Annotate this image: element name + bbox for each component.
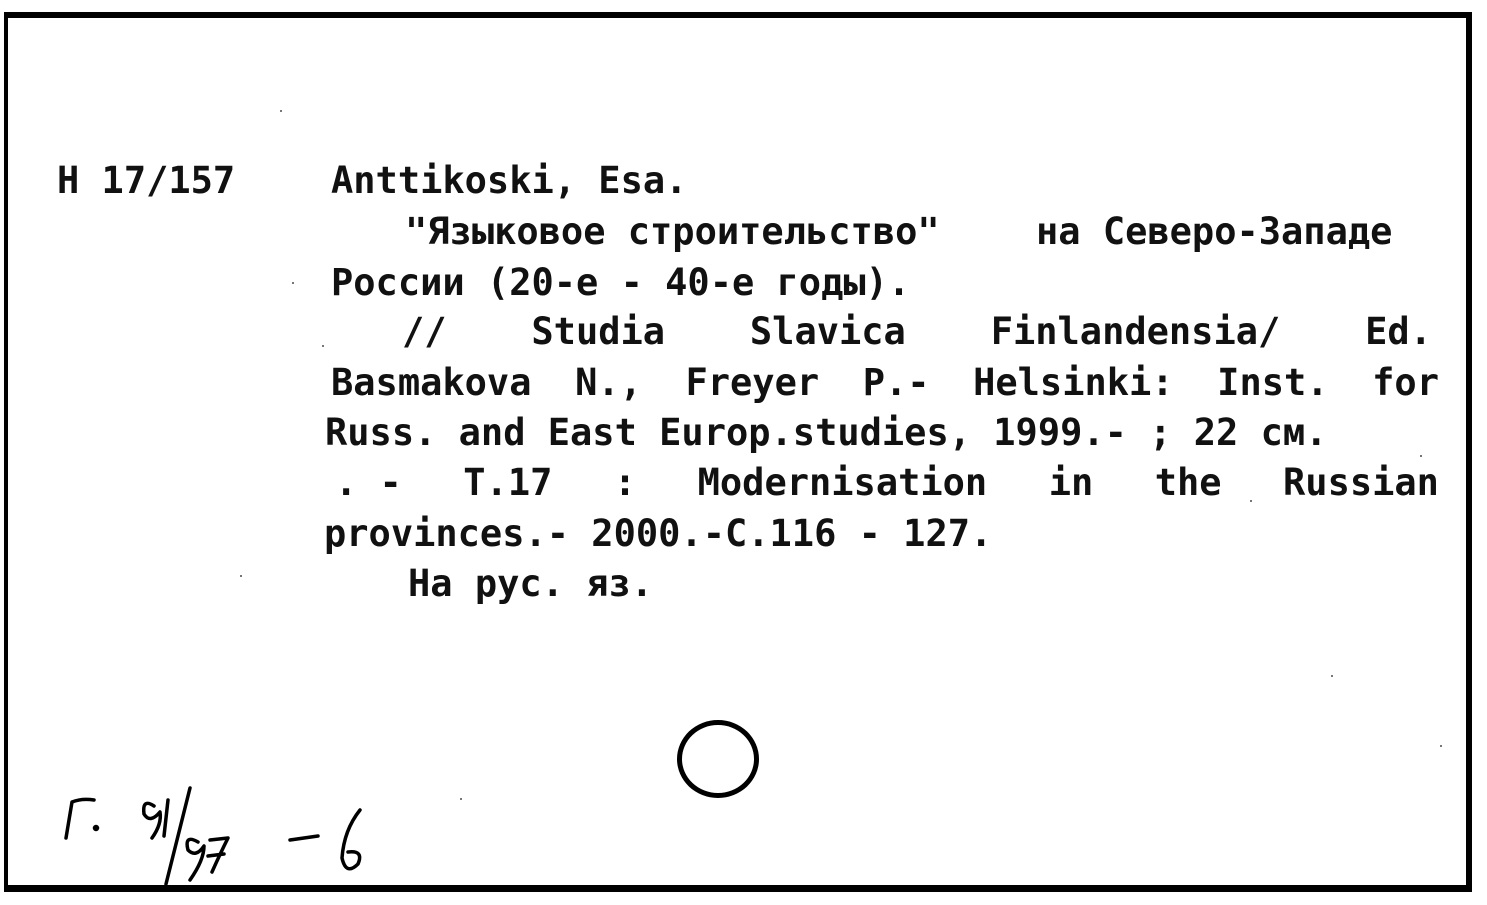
call-number: H 17/157 — [57, 159, 236, 202]
source-word: Freyer — [685, 361, 820, 404]
source-word: . - — [335, 461, 402, 504]
source-word: Ed. — [1365, 310, 1432, 353]
author-line: Anttikoski, Esa. — [331, 159, 688, 202]
title-line-1-left: "Языковое строительство" — [405, 210, 940, 253]
source-word: for — [1372, 361, 1439, 404]
paper-speck — [240, 575, 242, 577]
source-word: P.- — [862, 361, 930, 404]
source-word: Slavica — [749, 310, 906, 353]
source-word: Inst. — [1217, 361, 1329, 404]
source-word: N., — [575, 361, 642, 404]
source-word: : — [613, 461, 637, 504]
source-line-2 — [331, 357, 1439, 408]
source-word: Helsinki: — [973, 361, 1174, 404]
paper-speck — [280, 110, 282, 112]
title-line-1-right: на Северо-Западе — [1036, 210, 1393, 253]
paper-speck — [1420, 455, 1422, 457]
source-word: // — [402, 310, 447, 353]
source-word: in — [1048, 461, 1094, 504]
source-word: the — [1154, 461, 1222, 504]
source-word: T.17 — [463, 461, 553, 504]
source-word: Basmakova — [331, 361, 532, 404]
language-note: На рус. яз. — [408, 562, 654, 605]
paper-speck — [1440, 745, 1442, 747]
source-line-4 — [335, 457, 1439, 508]
title-line-2: России (20-е - 40-е годы). — [331, 261, 911, 304]
source-word: Modernisation — [697, 461, 988, 504]
punch-hole — [677, 720, 759, 798]
source-word: Finlandensia/ — [990, 310, 1281, 353]
source-line-3: Russ. and East Europ.studies, 1999.- ; 22 см. — [325, 411, 1328, 454]
paper-speck — [322, 345, 324, 347]
handwritten-note — [58, 780, 388, 890]
source-line-5: provinces.- 2000.-C.116 - 127. — [324, 512, 993, 555]
source-word: Russian — [1283, 461, 1439, 504]
paper-speck — [460, 798, 462, 800]
paper-speck — [1331, 675, 1333, 677]
paper-speck — [1250, 500, 1252, 502]
source-line-1 — [402, 306, 1432, 357]
paper-speck — [292, 282, 294, 284]
source-word: Studia — [531, 310, 666, 353]
